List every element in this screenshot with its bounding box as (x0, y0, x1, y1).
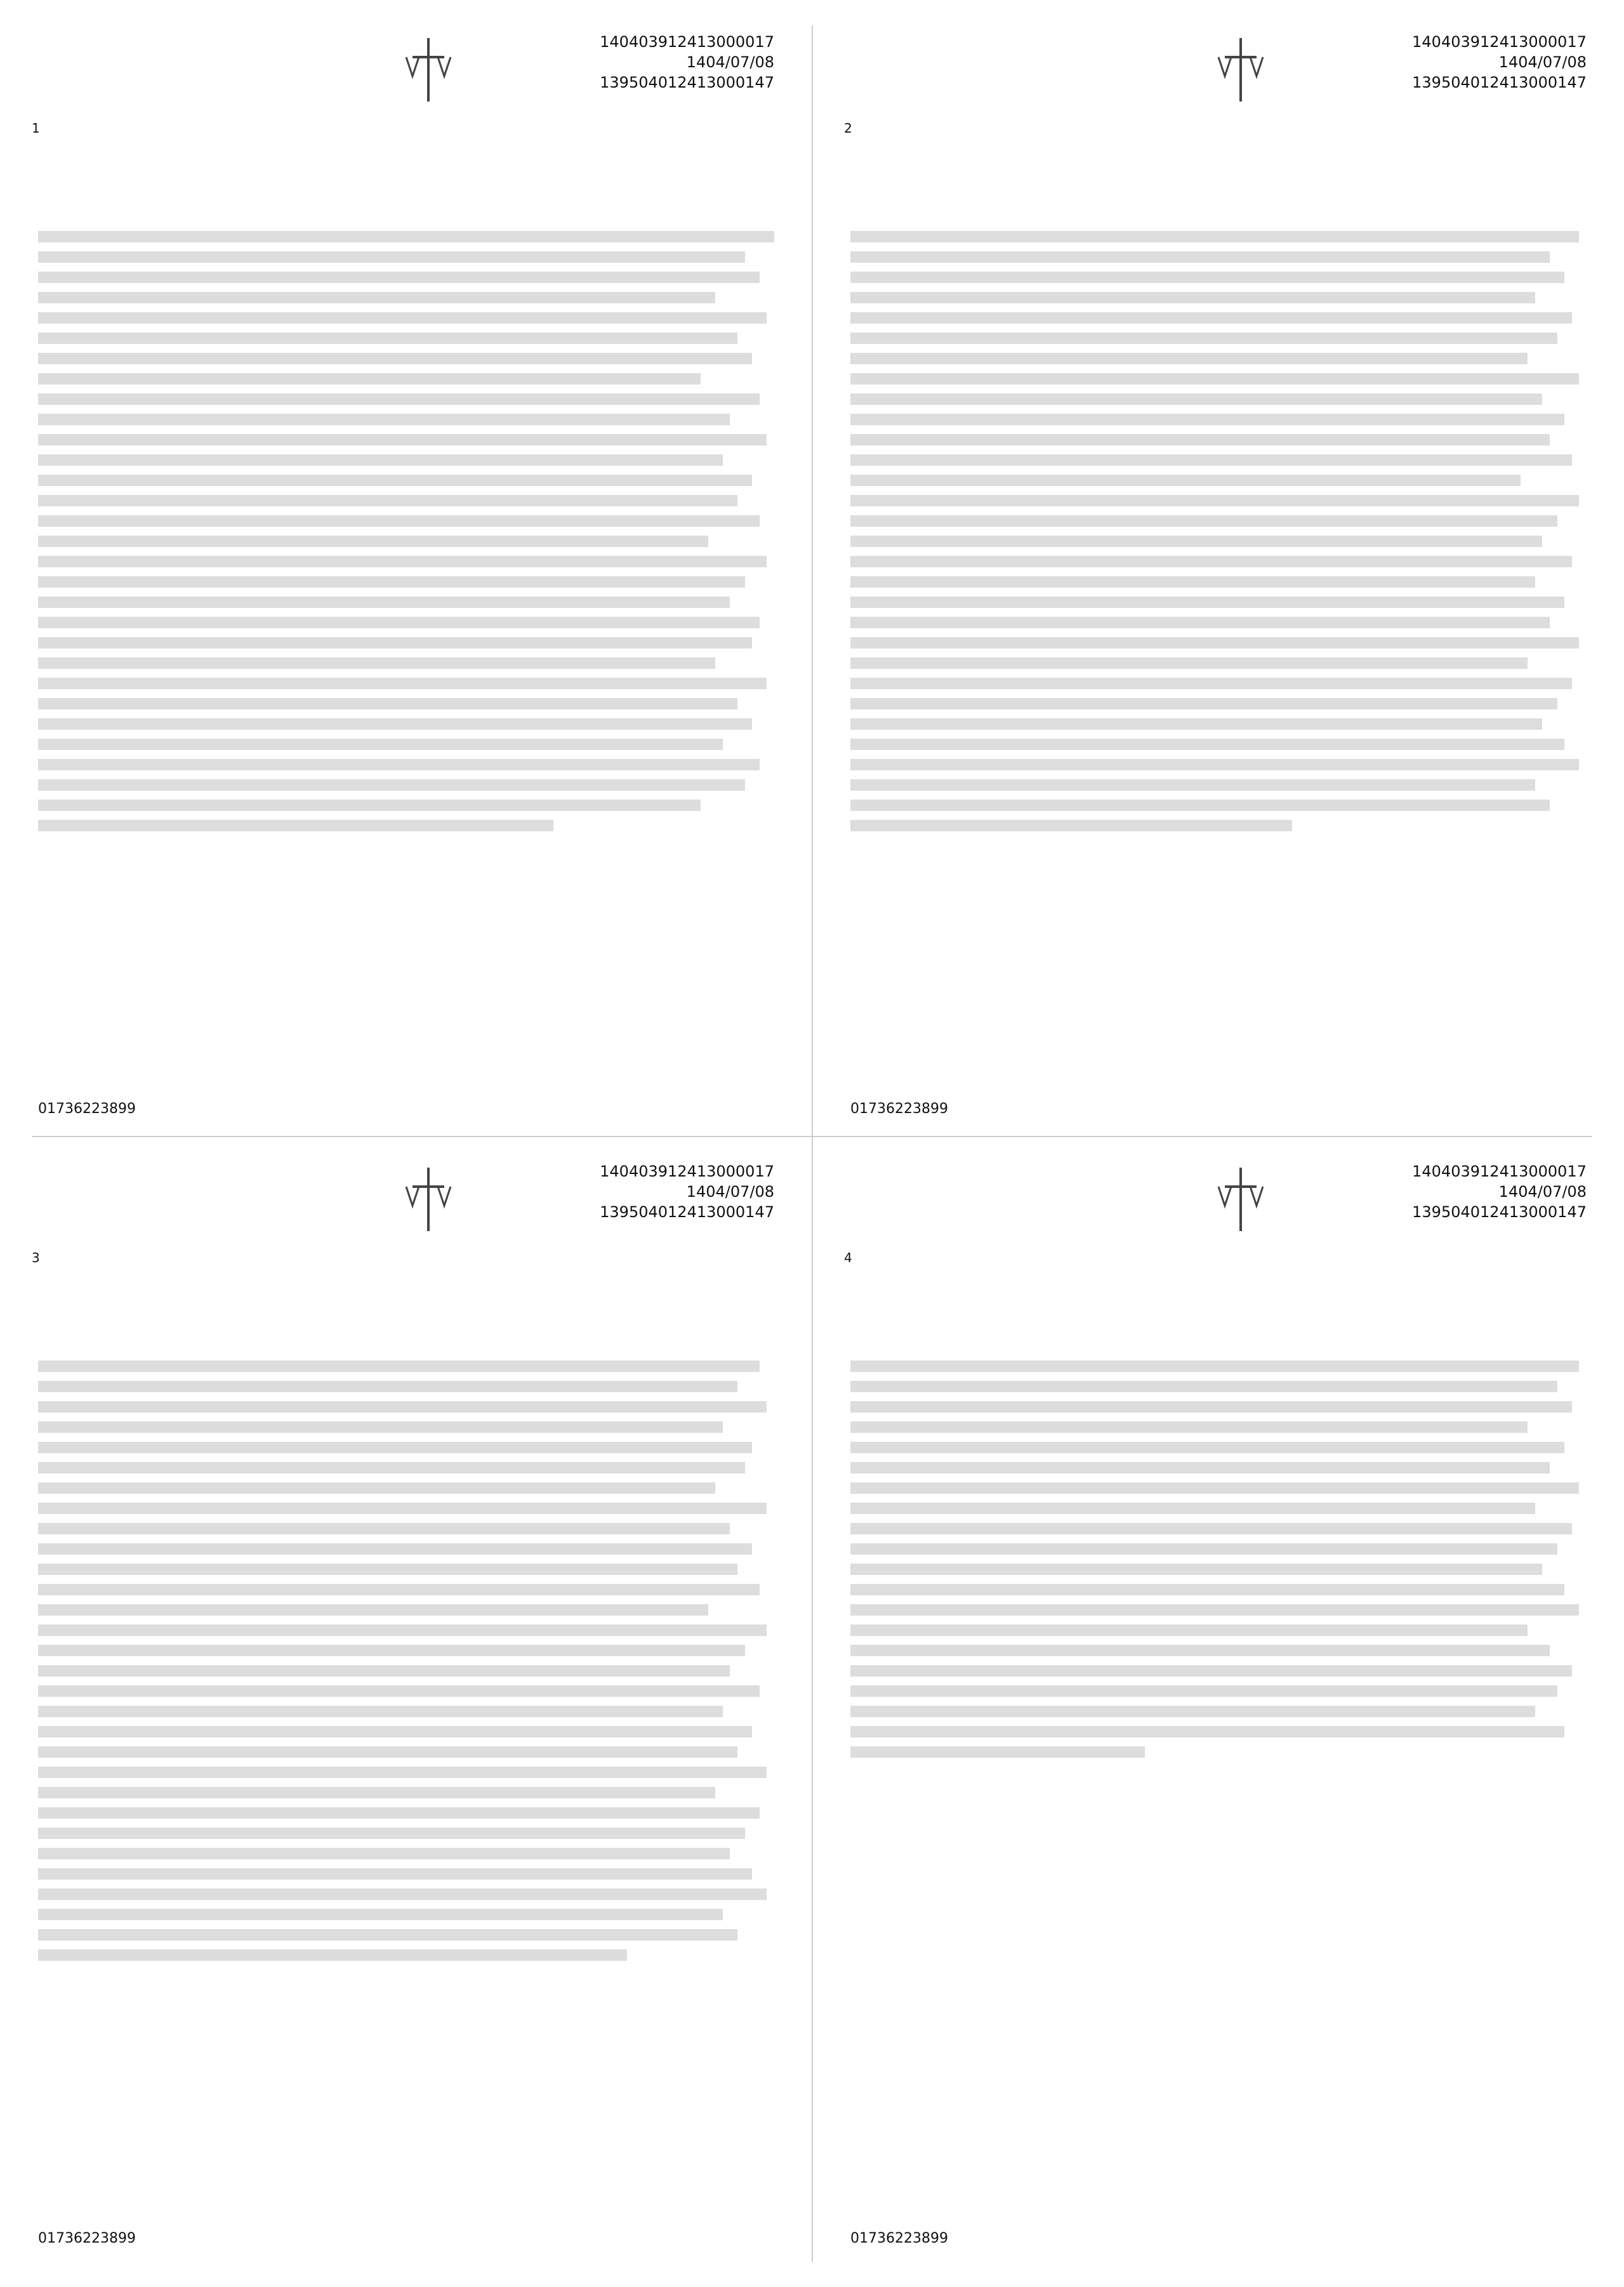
body-text (38, 222, 774, 1047)
page-number: 2 (844, 121, 852, 136)
footer-phone: 01736223899 (38, 1101, 136, 1117)
case-number: 139504012413000147 (600, 74, 774, 91)
panel-page-3 (25, 1155, 787, 2246)
case-number: 139504012413000147 (1412, 74, 1587, 91)
page-number: 4 (844, 1250, 852, 1265)
case-number: 139504012413000147 (600, 1203, 774, 1221)
ad-number: 140403912413000017 (1412, 1163, 1587, 1180)
header-meta (1412, 32, 1587, 93)
ad-date: 1404/07/08 (686, 1183, 774, 1201)
footer-phone: 01736223899 (850, 1101, 948, 1117)
page-number: 3 (32, 1250, 40, 1265)
judiciary-emblem-icon (400, 1161, 457, 1250)
ad-number: 140403912413000017 (600, 1163, 774, 1180)
body-text (38, 1352, 774, 2177)
judiciary-emblem-icon (1212, 32, 1269, 121)
footer-phone: 01736223899 (850, 2231, 948, 2246)
vertical-divider (812, 25, 813, 2262)
header-meta (600, 32, 774, 93)
header-meta (1412, 1161, 1587, 1222)
ad-date: 1404/07/08 (1498, 1183, 1587, 1201)
ad-date: 1404/07/08 (686, 53, 774, 71)
body-text (850, 1352, 1587, 2177)
page-number: 1 (32, 121, 40, 136)
panel-page-4 (838, 1155, 1599, 2246)
ad-number: 140403912413000017 (600, 33, 774, 51)
panel-page-2 (838, 25, 1599, 1117)
header-meta (600, 1161, 774, 1222)
panel-page-1 (25, 25, 787, 1117)
ad-date: 1404/07/08 (1498, 53, 1587, 71)
body-text (850, 222, 1587, 1047)
footer-phone: 01736223899 (38, 2231, 136, 2246)
ad-number: 140403912413000017 (1412, 33, 1587, 51)
judiciary-emblem-icon (400, 32, 457, 121)
judiciary-emblem-icon (1212, 1161, 1269, 1250)
case-number: 139504012413000147 (1412, 1203, 1587, 1221)
